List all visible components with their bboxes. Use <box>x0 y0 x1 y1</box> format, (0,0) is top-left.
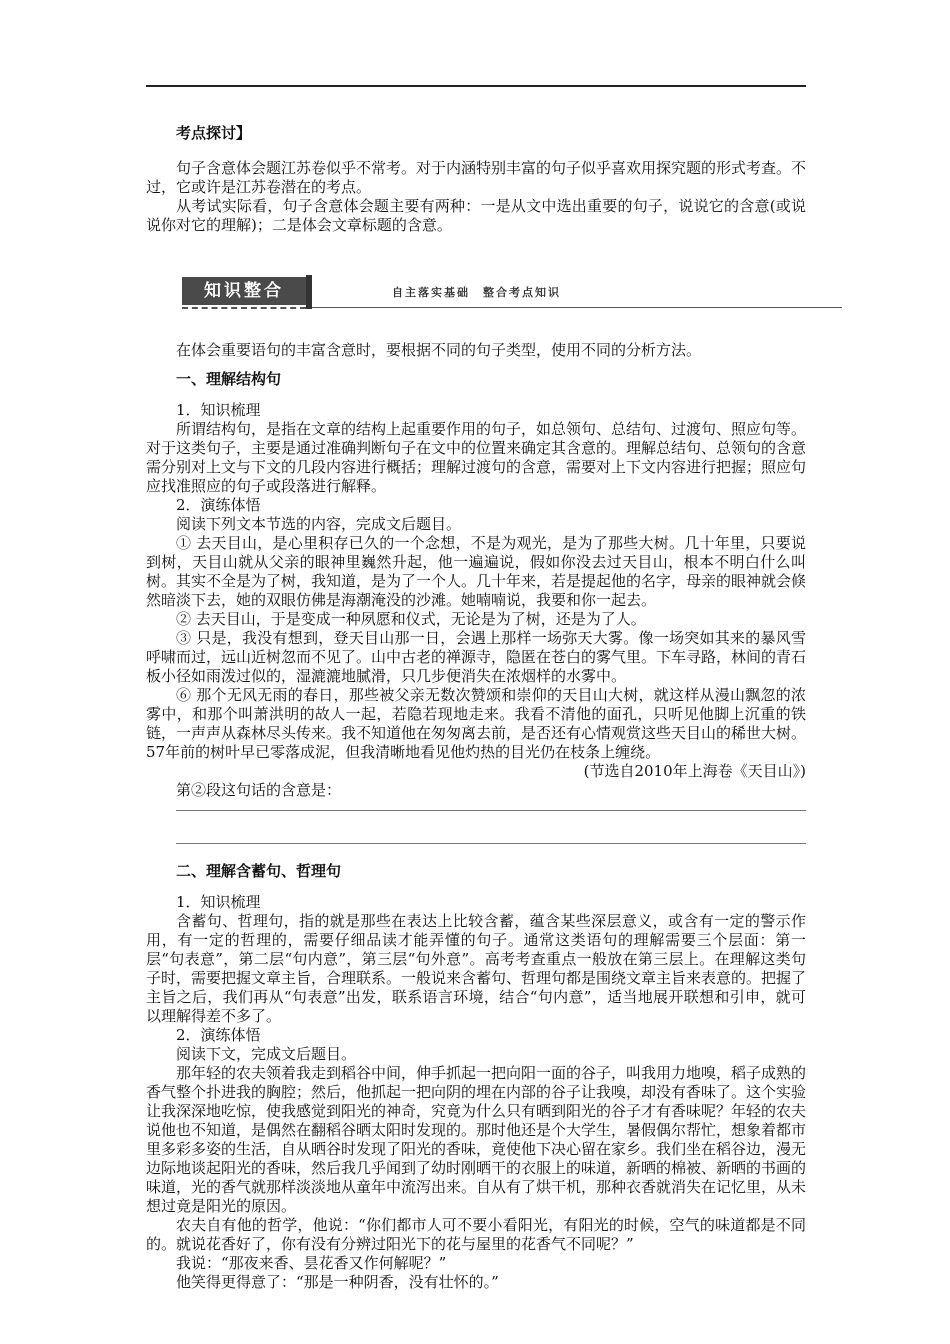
topic-paragraph-1: 句子含意体会题江苏卷似乎不常考。对于内涵特别丰富的句子似乎喜欢用探究题的形式考查。不过，它或许是江苏卷潜在的考点。 <box>146 159 807 196</box>
section2-sub1-text: 含蓄句、哲理句，指的就是那些在表达上比较含蓄，蕴含某些深层意义，或含有一定的警示作用，有一定的哲理的，需要仔细品读才能弄懂的句子。通常这类语句的理解需要三个层面：第一层“句表意”，第二层“句内意”，第三层“句外意”。高考考查重点一般放在第三层上。在理解这类句子时，需要把握文章主旨，合理联系。一般说来含蓄句、哲理句都是围绕文章主旨来表意的。把握了主旨之后，我们再从“句表意”出发，联系语言环境，结合“句内意”，适当地展开联想和引申，就可以理解得差不多了。 <box>146 912 807 1025</box>
banner-separator-bar <box>306 275 312 309</box>
section2-sub2: 2．演练体悟 <box>176 1026 261 1044</box>
section2-heading: 二、理解含蓄句、哲理句 <box>176 862 342 880</box>
intro-text: 在体会重要语句的丰富含意时，要根据不同的句子类型，使用不同的分析方法。 <box>176 341 702 359</box>
section1-question: 第②段这句话的含意是： <box>176 781 342 799</box>
topic-heading: 考点探讨】 <box>176 124 252 142</box>
section1-heading: 一、理解结构句 <box>176 370 282 388</box>
section2-sub1: 1．知识梳理 <box>176 893 261 911</box>
banner-title: 知识整合 <box>182 277 306 305</box>
section2-passage-3: 我说：“那夜来香、昙花香又作何解呢？” <box>176 1254 447 1272</box>
section2-passage-4: 他笑得更得意了：“那是一种阴香，没有壮怀的。” <box>176 1273 499 1291</box>
section1-sub2-intro: 阅读下列文本节选的内容，完成文后题目。 <box>176 515 462 533</box>
section2-sub2-intro: 阅读下文，完成文后题目。 <box>176 1045 357 1063</box>
banner-underline <box>312 307 842 308</box>
section1-passage-2: ② 去天目山，于是变成一种夙愿和仪式，无论是为了树，还是为了人。 <box>176 610 646 628</box>
content-area <box>146 118 806 1292</box>
section1-passage-4: ⑥ 那个无风无雨的春日，那些被父亲无数次赞颂和崇仰的天目山大树，就这样从漫山飘忽的浓雾中，和那个叫萧洪明的故人一起，若隐若现地走来。我看不清他的面孔，只听见他脚上沉重的铁链，一声声从森林尽头传来。我不知道他在匆匆离去前，是否还有心情观赏这些天目山的稀世大树。57年前的树叶早已零落成泥，但我清晰地看见他灼热的目光仍在枝条上缠绕。 <box>146 686 807 761</box>
section1-sub2: 2．演练体悟 <box>176 496 261 514</box>
section2-passage-2: 农夫自有他的哲学，他说：“你们都市人可不要小看阳光，有阳光的时候，空气的味道都是不同的。就说花香好了，你有没有分辨过阳光下的花与屋里的花香气不同呢？” <box>146 1216 806 1253</box>
section1-passage-3: ③ 只是，我没有想到，登天目山那一日，会遇上那样一场弥天大雾。像一场突如其来的暴风雪呼啸而过，远山近树忽而不见了。山中古老的禅源寺，隐匿在苍白的雾气里。下车寻路，林间的青石板小径如雨泼过似的，湿漉漉地腻滑，只几步便消失在浓烟样的水雾中。 <box>146 629 807 685</box>
topic-paragraph-2: 从考试实际看，句子含意体会题主要有两种：一是从文中选出重要的句子，说说它的含意(或说说你对它的理解)；二是体会文章标题的含意。 <box>146 197 806 234</box>
section2-passage-1: 那年轻的农夫领着我走到稻谷中间，伸手抓起一把向阳一面的谷子，叫我用力地嗅，稻子成熟的香气整个扑进我的胸腔；然后，他抓起一把向阴的埋在内部的谷子让我嗅，却没有香味了。这个实验让我深深地吃惊，使我感觉到阳光的神奇，究竟为什么只有晒到阳光的谷子才有香味呢？年轻的农夫说他也不知道，是偶然在翻稻谷晒太阳时发现的。那时他还是个大学生，暑假偶尔帮忙，想象着都市里多彩多姿的生活，自从晒谷时发现了阳光的香味，竟使他下决心留在家乡。我们坐在稻谷边，漫无边际地谈起阳光的香味，然后我几乎闻到了幼时刚晒干的衣服上的味道，新晒的棉被、新晒的书画的味道，光的香气就那样淡淡地从童年中流泻出来。自从有了烘干机，那种衣香就消失在记忆里，从未想过竟是阳光的原因。 <box>146 1064 807 1215</box>
header-rule <box>146 85 806 87</box>
banner-subtitle: 自主落实基础 整合考点知识 <box>392 286 561 299</box>
section1-source: (节选自2010年上海卷《天目山》) <box>583 762 806 780</box>
section1-sub1-text: 所谓结构句，是指在文章的结构上起重要作用的句子，如总领句、总结句、过渡句、照应句等。对于这类句子，主要是通过准确判断句子在文中的位置来确定其含意的。理解总结句、总领句的含意需分别对上文与下文的几段内容进行概括；理解过渡句的含意，需要对上下文内容进行把握；照应句应找准照应的句子或段落进行解释。 <box>146 420 807 495</box>
section1-sub1: 1．知识梳理 <box>176 401 261 419</box>
section1-passage-1: ① 去天目山，是心里积存已久的一个念想，不是为观光，是为了那些大树。几十年里，只要说到树，天目山就从父亲的眼神里巍然升起，他一遍遍说，假如你没去过天目山，根本不明白什么叫树。其实不全是为了树，我知道，是为了一个人。几十年来，若是提起他的名字，母亲的眼神就会倏然暗淡下去，她的双眼仿佛是海潮淹没的沙滩。她喃喃说，我要和你一起去。 <box>146 534 807 609</box>
section-banner <box>146 275 806 317</box>
banner-dashed-underline <box>182 307 306 309</box>
